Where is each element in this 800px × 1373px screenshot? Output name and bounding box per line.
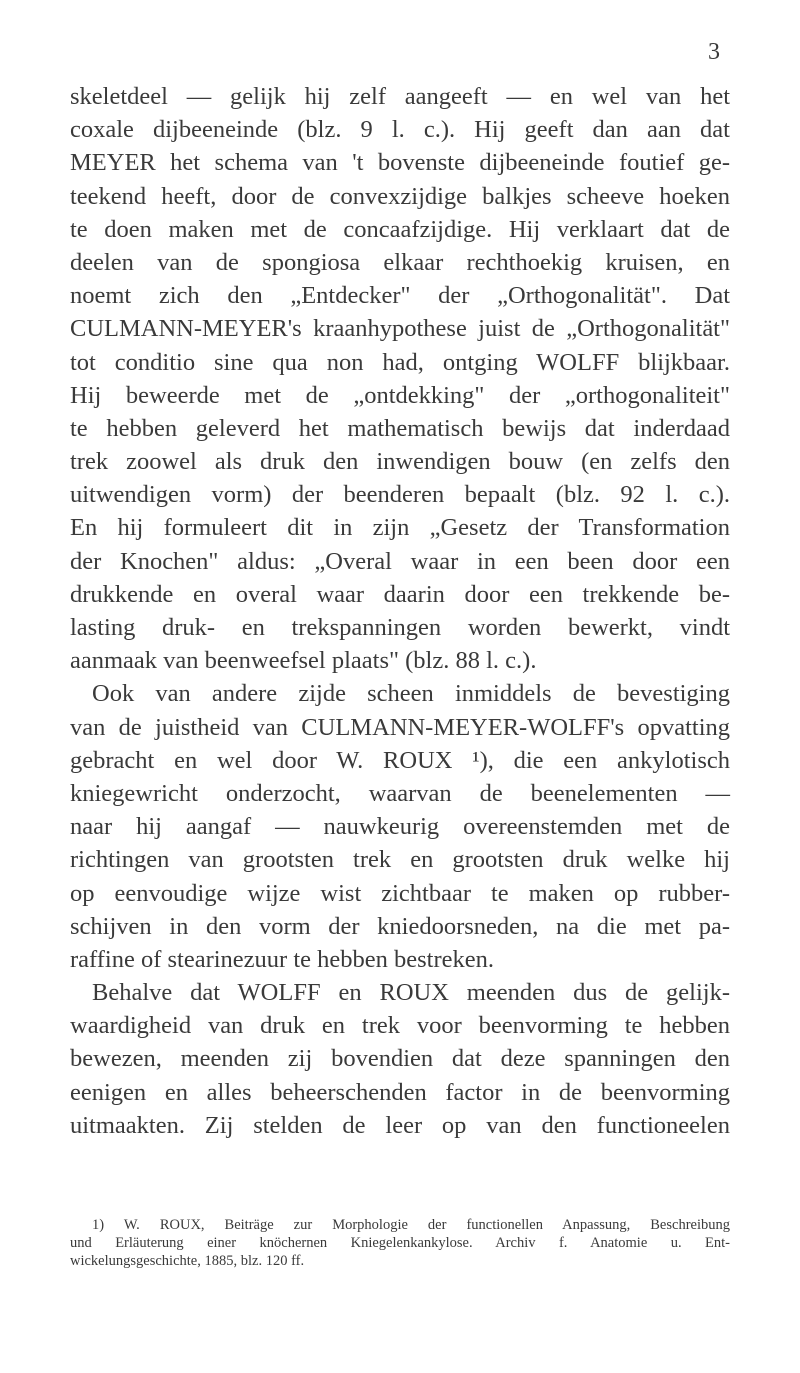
text-line: uitmaakten. Zij stelden de leer op van den functioneelen	[70, 1111, 730, 1139]
text-line: op eenvoudige wijze wist zichtbaar te maken op rubber-	[70, 879, 730, 907]
text-line: skeletdeel — gelijk hij zelf aangeeft — en wel van het	[70, 83, 730, 110]
text-line: Hij beweerde met de „ontdekking" der „orthogonaliteit"	[70, 381, 730, 409]
text-line: lasting druk- en trekspanningen worden bewerkt, vindt	[70, 614, 730, 641]
text-line: teekend heeft, door de convexzijdige balkjes scheeve hoeken	[70, 182, 730, 210]
text-line: drukkende en overal waar daarin door een trekkende be-	[70, 580, 730, 608]
text-line: te hebben geleverd het mathematisch bewijs dat inderdaad	[70, 414, 730, 442]
text-line: Behalve dat WOLFF en ROUX meenden dus de gelijk-	[92, 979, 730, 1007]
text-line: gebracht en wel door W. ROUX ¹), die een ankylotisch	[70, 746, 730, 774]
text-line: uitwendigen vorm) der beenderen bepaalt (blz. 92 l. c.).	[70, 481, 730, 509]
text-line: waardigheid van druk en trek voor beenvorming te hebben	[70, 1012, 730, 1040]
text-line: tot conditio sine qua non had, ontging WOLFF blijkbaar.	[70, 348, 730, 376]
text-line: deelen van de spongiosa elkaar rechthoekig kruisen, en	[70, 248, 730, 276]
text-line: kniegewricht onderzocht, waarvan de beenelementen —	[70, 779, 730, 807]
text-line: CULMANN-MEYER's kraanhypothese juist de „Orthogonalität"	[70, 315, 730, 343]
footnote-line: 1) W. ROUX, Beiträge zur Morphologie der functionellen Anpassung, Beschreibung	[92, 1217, 730, 1233]
text-line: eenigen en alles beheerschenden factor in de beenvorming	[70, 1078, 730, 1106]
footnotes	[70, 1216, 730, 1270]
body-text	[70, 80, 730, 1142]
text-line: En hij formuleert dit in zijn „Gesetz der Transformation	[70, 514, 730, 542]
text-line: richtingen van grootsten trek en grootsten druk welke hij	[70, 846, 730, 874]
text-line: der Knochen" aldus: „Overal waar in een been door een	[70, 547, 730, 575]
text-line: van de juistheid van CULMANN-MEYER-WOLFF's opvatting	[70, 713, 730, 741]
text-line: coxale dijbeeneinde (blz. 9 l. c.). Hij geeft dan aan dat	[70, 116, 730, 144]
text-line: bewezen, meenden zij bovendien dat deze spanningen den	[70, 1045, 730, 1073]
text-line: noemt zich den „Entdecker" der „Orthogonalität". Dat	[70, 282, 730, 310]
text-line: aanmaak van beenweefsel plaats" (blz. 88 l. c.).	[70, 647, 537, 675]
footnote-line: und Erläuterung einer knöchernen Kniegelenkankylose. Archiv f. Anatomie u. Ent-	[70, 1235, 730, 1251]
text-line: naar hij aangaf — nauwkeurig overeenstemden met de	[70, 813, 730, 841]
footnote-line: wickelungsgeschichte, 1885, blz. 120 ff.	[70, 1253, 305, 1269]
text-line: raffine of stearinezuur te hebben bestreken.	[70, 945, 495, 973]
text-line: Ook van andere zijde scheen inmiddels de bevestiging	[92, 680, 730, 708]
text-line: MEYER het schema van 't bovenste dijbeeneinde foutief ge-	[70, 149, 730, 177]
text-line: te doen maken met de concaafzijdige. Hij verklaart dat de	[70, 215, 730, 243]
text-line: schijven in den vorm der kniedoorsneden, na die met pa-	[70, 912, 730, 940]
text-line: trek zoowel als druk den inwendigen bouw (en zelfs den	[70, 448, 730, 476]
page-number: 3	[708, 39, 720, 65]
